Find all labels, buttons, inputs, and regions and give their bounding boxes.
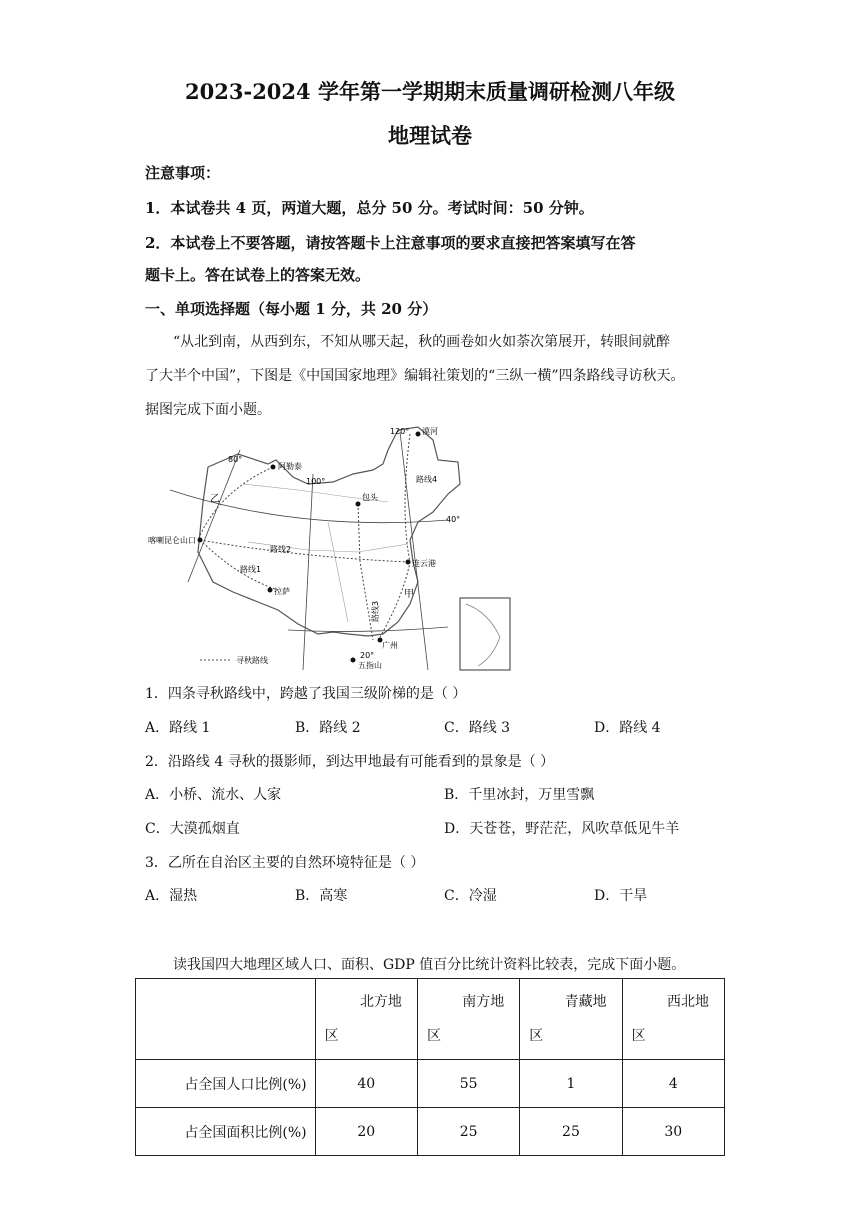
label-baotou: 包头 (362, 493, 378, 502)
header-text: 南方地 (462, 994, 505, 1010)
q3-option-b[interactable]: B．高寒 (295, 888, 348, 904)
exam-title-line2: 地理试卷 (388, 123, 472, 148)
q2-option-b[interactable]: B．千里冰封，万里雪飘 (444, 787, 595, 803)
route-1 (200, 540, 278, 590)
section1-intro (145, 325, 725, 427)
label-jia: 甲 (404, 589, 414, 600)
table-header-cell (417, 979, 519, 1060)
label-lianyungang: 连云港 (412, 559, 436, 568)
table-cell: 30 (622, 1108, 724, 1156)
header-text: 区 (426, 1028, 441, 1044)
meridian-line (188, 450, 243, 582)
china-route-map (148, 422, 514, 672)
notice-item-2a: 2．本试卷上不要答题，请按答题卡上注意事项的要求直接把答案填写在答 (145, 234, 636, 252)
table-cell: 20 (315, 1108, 417, 1156)
q3-option-d[interactable]: D．干旱 (594, 888, 648, 904)
route-2 (200, 540, 408, 562)
label-route1: 路线1 (240, 565, 262, 574)
label-route3: 路线3 (371, 600, 380, 622)
city-dot (356, 502, 361, 507)
city-dot (416, 432, 421, 437)
section1-heading: 一、单项选择题（每小题 1 分，共 20 分） (145, 300, 438, 318)
notice-item-2b: 题卡上。答在试卷上的答案无效。 (145, 266, 371, 284)
intro-line: 据图完成下面小题。 (145, 402, 271, 418)
table-row (136, 1060, 725, 1108)
label-altay: 阿勒泰 (278, 462, 302, 471)
table-cell: 25 (417, 1108, 519, 1156)
label-guangzhou: 广州 (382, 641, 398, 650)
table-header-cell (622, 979, 724, 1060)
city-dot (351, 658, 356, 663)
province-border (328, 522, 348, 622)
label-lat40: 40° (446, 515, 461, 524)
table-header-cell (520, 979, 622, 1060)
label-lon100: 100° (306, 477, 326, 486)
header-text: 区 (529, 1028, 544, 1044)
header-text: 西北地 (667, 994, 709, 1010)
question-2-stem: 2．沿路线 4 寻秋的摄影师，到达甲地最有可能看到的景象是（ ） (145, 754, 555, 770)
city-dot (406, 560, 411, 565)
table-intro: 读我国四大地理区域人口、面积、GDP 值百分比统计资料比较表，完成下面小题。 (173, 957, 686, 973)
meridian-line (400, 432, 428, 670)
route-4 (380, 434, 410, 637)
label-lat20: 20° (360, 651, 375, 660)
region-stats-table (135, 978, 725, 1156)
intro-line: “从北到南，从西到东，不知从哪天起，秋的画卷如火如荼次第展开，转眼间就醉 (173, 334, 671, 350)
header-text: 区 (324, 1028, 339, 1044)
q1-option-d[interactable]: D．路线 4 (594, 720, 661, 736)
intro-line: 了大半个中国”，下图是《中国国家地理》编辑社策划的“三纵一横”四条路线寻访秋天。 (145, 368, 685, 384)
south-china-sea-inset (460, 598, 510, 670)
q1-option-c[interactable]: C．路线 3 (444, 720, 511, 736)
q2-option-d[interactable]: D．天苍苍，野茫茫，风吹草低见牛羊 (444, 821, 680, 837)
table-header-row (136, 979, 725, 1060)
label-karakoram: 喀喇昆仑山口 (148, 536, 196, 545)
question-3-stem: 3．乙所在自治区主要的自然环境特征是（ ） (145, 855, 425, 871)
city-dot (271, 465, 276, 470)
label-lon120: 120° (390, 427, 410, 436)
meridian-line (303, 474, 313, 670)
table-row (136, 1108, 725, 1156)
notice-heading: 注意事项： (145, 164, 221, 182)
q2-option-a[interactable]: A．小桥、流水、人家 (145, 787, 282, 803)
label-lhasa: 拉萨 (274, 587, 290, 596)
table-header-cell (315, 979, 417, 1060)
label-wuzhishan: 五指山 (358, 661, 382, 670)
q1-option-b[interactable]: B．路线 2 (295, 720, 361, 736)
city-dot (268, 588, 273, 593)
q3-option-c[interactable]: C．冷湿 (444, 888, 497, 904)
label-mohe: 漠河 (422, 427, 438, 436)
notice-item-1: 1．本试卷共 4 页，两道大题，总分 50 分。考试时间：50 分钟。 (145, 199, 594, 217)
label-route4: 路线4 (416, 475, 438, 484)
table-cell: 4 (622, 1060, 724, 1108)
table-cell: 25 (520, 1108, 622, 1156)
question-1-stem: 1．四条寻秋路线中，跨越了我国三级阶梯的是（ ） (145, 686, 467, 702)
table-corner-cell (136, 979, 316, 1060)
legend-label: 寻秋路线 (236, 656, 268, 665)
q2-option-c[interactable]: C．大漠孤烟直 (145, 821, 240, 837)
table-cell: 55 (417, 1060, 519, 1108)
label-yi: 乙 (210, 494, 220, 505)
q1-option-a[interactable]: A．路线 1 (145, 720, 211, 736)
q3-option-a[interactable]: A．湿热 (145, 888, 198, 904)
header-text: 区 (631, 1028, 646, 1044)
table-cell: 1 (520, 1060, 622, 1108)
label-lon80: 80° (228, 455, 243, 464)
header-text: 青藏地 (564, 994, 607, 1010)
header-text: 北方地 (359, 994, 402, 1010)
exam-title-line1: 2023-2024 学年第一学期期末质量调研检测八年级 (185, 79, 675, 104)
label-route2: 路线2 (270, 545, 292, 554)
table-cell: 40 (315, 1060, 417, 1108)
city-dot (198, 538, 203, 543)
parallel-line (288, 627, 448, 631)
row-label: 占全国面积比例(%) (136, 1108, 316, 1156)
row-label: 占全国人口比例(%) (136, 1060, 316, 1108)
